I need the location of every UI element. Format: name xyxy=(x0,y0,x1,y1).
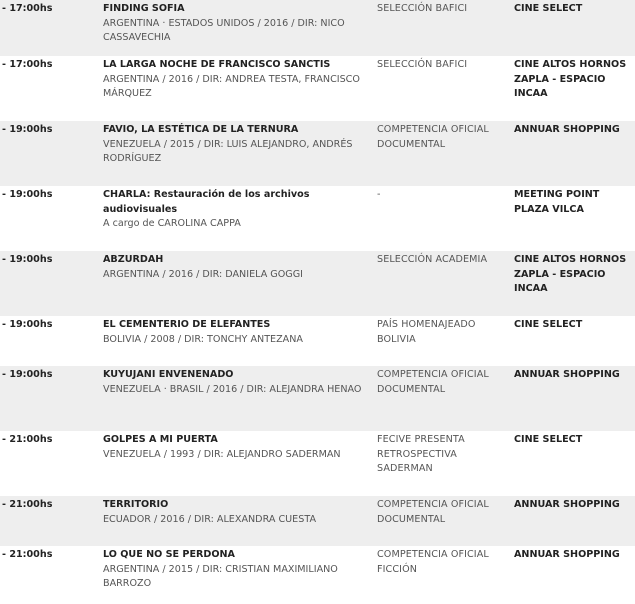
screening-time: - 21:00hs xyxy=(2,434,53,445)
schedule-row xyxy=(0,316,635,366)
film-info xyxy=(103,433,365,462)
screening-time: - 17:00hs xyxy=(2,59,53,70)
film-details: VENEZUELA / 2015 / DIR: LUIS ALEJANDRO, ANDRÉS RODRÍGUEZ xyxy=(103,138,353,164)
schedule-row xyxy=(0,251,635,316)
venue[interactable]: ANNUAR SHOPPING xyxy=(514,499,620,510)
festival-section: - xyxy=(377,189,381,200)
screening-time: - 19:00hs xyxy=(2,189,53,200)
film-info xyxy=(103,318,365,347)
film-details: VENEZUELA / 1993 / DIR: ALEJANDRO SADERMAN xyxy=(103,448,341,460)
screening-time: - 21:00hs xyxy=(2,499,53,510)
venue[interactable]: MEETING POINT PLAZA VILCA xyxy=(514,189,600,215)
film-details: ARGENTINA · ESTADOS UNIDOS / 2016 / DIR: NICO CASSAVECHIA xyxy=(103,17,345,43)
film-details: BOLIVIA / 2008 / DIR: TONCHY ANTEZANA xyxy=(103,333,303,345)
schedule-row xyxy=(0,496,635,546)
festival-section: COMPETENCIA OFICIAL DOCUMENTAL xyxy=(377,124,489,150)
film-title[interactable]: ABZURDAH xyxy=(103,254,164,265)
festival-section: SELECCIÓN BAFICI xyxy=(377,59,468,70)
film-details: A cargo de CAROLINA CAPPA xyxy=(103,218,241,229)
film-info xyxy=(103,188,365,232)
venue[interactable]: CINE ALTOS HORNOS ZAPLA - ESPACIO INCAA xyxy=(514,254,627,294)
venue[interactable]: ANNUAR SHOPPING xyxy=(514,549,620,560)
schedule-row xyxy=(0,186,635,251)
festival-section: PAÍS HOMENAJEADO BOLIVIA xyxy=(377,319,476,345)
film-details: ARGENTINA / 2016 / DIR: ANDREA TESTA, FRANCISCO MÁRQUEZ xyxy=(103,73,360,99)
film-details: ECUADOR / 2016 / DIR: ALEXANDRA CUESTA xyxy=(103,513,317,525)
film-title[interactable]: LA LARGA NOCHE DE FRANCISCO SANCTIS xyxy=(103,59,331,70)
festival-section: COMPETENCIA OFICIAL FICCIÓN xyxy=(377,549,489,575)
film-info xyxy=(103,253,365,282)
festival-section: COMPETENCIA OFICIAL DOCUMENTAL xyxy=(377,369,489,395)
schedule-row xyxy=(0,431,635,496)
film-info xyxy=(103,548,365,592)
venue[interactable]: CINE SELECT xyxy=(514,434,583,445)
film-info xyxy=(103,123,365,167)
film-details: ARGENTINA / 2016 / DIR: DANIELA GOGGI xyxy=(103,268,303,280)
venue[interactable]: CINE ALTOS HORNOS ZAPLA - ESPACIO INCAA xyxy=(514,59,627,99)
venue[interactable]: CINE SELECT xyxy=(514,3,583,14)
schedule-row xyxy=(0,121,635,186)
schedule-row xyxy=(0,546,635,604)
film-info xyxy=(103,2,365,46)
film-title[interactable]: FINDING SOFIA xyxy=(103,3,185,14)
screening-time: - 19:00hs xyxy=(2,124,53,135)
film-details: ARGENTINA / 2015 / DIR: CRISTIAN MAXIMILIANO BARROZO xyxy=(103,563,338,589)
schedule-row xyxy=(0,366,635,431)
screening-time: - 19:00hs xyxy=(2,319,53,330)
schedule-row xyxy=(0,0,635,56)
film-title[interactable]: KUYUJANI ENVENENADO xyxy=(103,369,234,380)
film-details: VENEZUELA · BRASIL / 2016 / DIR: ALEJANDRA HENAO xyxy=(103,383,362,395)
film-title[interactable]: FAVIO, LA ESTÉTICA DE LA TERNURA xyxy=(103,124,299,135)
film-title[interactable]: TERRITORIO xyxy=(103,499,169,510)
film-title[interactable]: GOLPES A MI PUERTA xyxy=(103,434,218,445)
film-title[interactable]: CHARLA: Restauración de los archivos audiovisuales xyxy=(103,189,310,215)
festival-section: COMPETENCIA OFICIAL DOCUMENTAL xyxy=(377,499,489,525)
screening-time: - 19:00hs xyxy=(2,369,53,380)
screening-time: - 19:00hs xyxy=(2,254,53,265)
venue[interactable]: ANNUAR SHOPPING xyxy=(514,369,620,380)
film-title[interactable]: EL CEMENTERIO DE ELEFANTES xyxy=(103,319,271,330)
film-info xyxy=(103,368,365,397)
film-info xyxy=(103,498,365,527)
festival-section: FECIVE PRESENTA RETROSPECTIVA SADERMAN xyxy=(377,434,465,474)
festival-section: SELECCIÓN BAFICI xyxy=(377,3,468,14)
film-info xyxy=(103,58,365,102)
schedule-row xyxy=(0,56,635,121)
venue[interactable]: ANNUAR SHOPPING xyxy=(514,124,620,135)
festival-section: SELECCIÓN ACADEMIA xyxy=(377,254,488,265)
screening-time: - 17:00hs xyxy=(2,3,53,14)
film-title[interactable]: LO QUE NO SE PERDONA xyxy=(103,549,235,560)
venue[interactable]: CINE SELECT xyxy=(514,319,583,330)
screening-time: - 21:00hs xyxy=(2,549,53,560)
